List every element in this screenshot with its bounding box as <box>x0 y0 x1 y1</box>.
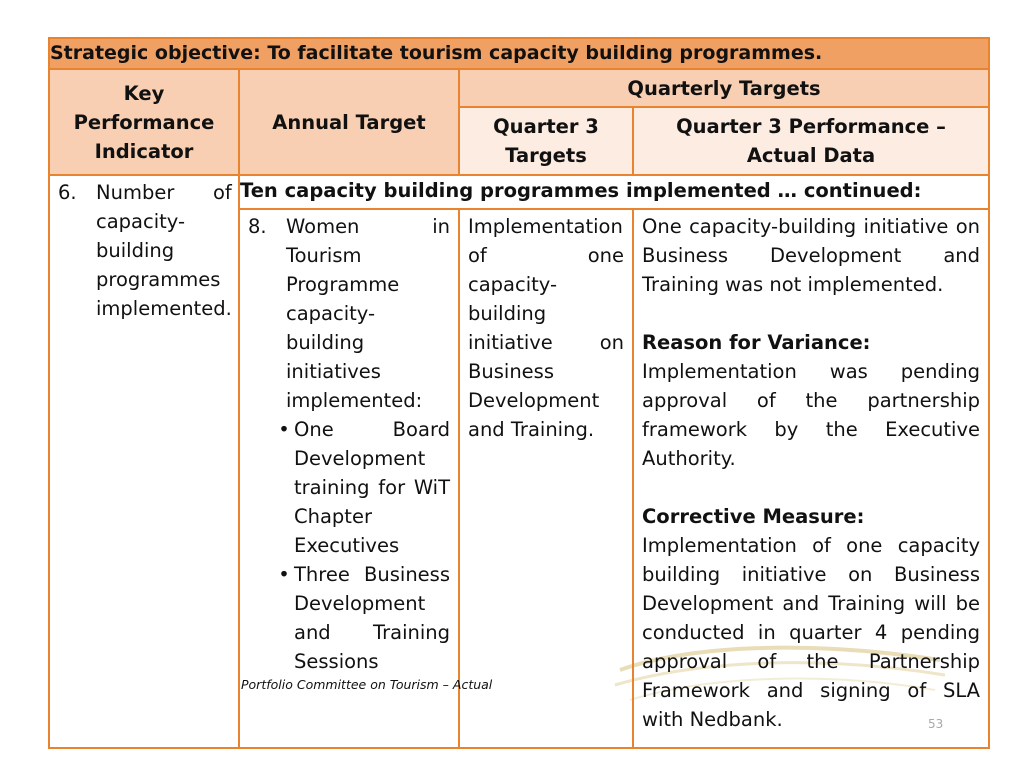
header-q3-targets <box>459 107 633 175</box>
q3-performance-cell <box>633 209 989 748</box>
annual-bullet-text: Three Business Development and Training Sessions <box>294 563 450 673</box>
header-row-1 <box>49 69 989 107</box>
reason-text: Implementation was pending approval of the partnership framework by the Executive Authority. <box>642 360 981 470</box>
header-kpi-label: Key Performance Indicator <box>73 81 215 163</box>
header-q3-performance-label: Quarter 3 Performance – Actual Data <box>676 115 946 167</box>
continued-heading: Ten capacity building programmes implemented … continued: <box>239 175 989 209</box>
kpi-cell <box>49 175 239 748</box>
annual-item <box>240 210 458 676</box>
annual-number: 8. <box>248 215 267 238</box>
annual-bullet-1 <box>274 415 450 560</box>
bullet-symbol: • <box>278 563 290 586</box>
annual-bullet-text: One Board Development training for WiT Chapter Executives <box>294 418 450 557</box>
kpi-item <box>50 176 238 323</box>
annual-content <box>278 212 450 676</box>
q3-target-cell <box>459 209 633 748</box>
q3-target-text: Implementation of one capacity-building initiative on Business Development and Training. <box>468 215 624 441</box>
annual-text: Women in Tourism Programme capacity-building initiatives implemented: <box>286 215 450 412</box>
objective-row <box>49 38 989 69</box>
header-kpi <box>49 69 239 175</box>
bullet-symbol: • <box>278 418 290 441</box>
performance-summary: One capacity-building initiative on Business Development and Training was not implemented. <box>642 215 981 296</box>
header-annual-target: Annual Target <box>239 69 459 175</box>
header-q3-performance <box>633 107 989 175</box>
kpi-text: Number of capacity-building programmes implemented. <box>96 181 232 320</box>
kpi-number: 6. <box>58 181 77 204</box>
continued-row <box>49 175 989 209</box>
footer-text: Portfolio Committee on Tourism – Actual <box>241 677 493 692</box>
header-quarterly-targets: Quarterly Targets <box>459 69 989 107</box>
performance-content <box>634 210 988 734</box>
kpi-table <box>48 37 990 749</box>
annual-target-cell <box>239 209 459 748</box>
corrective-text: Implementation of one capacity building initiative on Business Development and Training will be conducted in quarter 4 pending approval of the Partnership Framework and signing of SLA with Nedbank. <box>642 534 981 731</box>
strategic-objective: Strategic objective: To facilitate tourism capacity building programmes. <box>49 38 989 69</box>
annual-bullet-2 <box>274 560 450 676</box>
reason-heading: Reason for Variance: <box>642 331 871 354</box>
page-number: 53 <box>928 717 944 731</box>
corrective-heading: Corrective Measure: <box>642 505 865 528</box>
header-q3-targets-label: Quarter 3 Targets <box>493 115 599 167</box>
